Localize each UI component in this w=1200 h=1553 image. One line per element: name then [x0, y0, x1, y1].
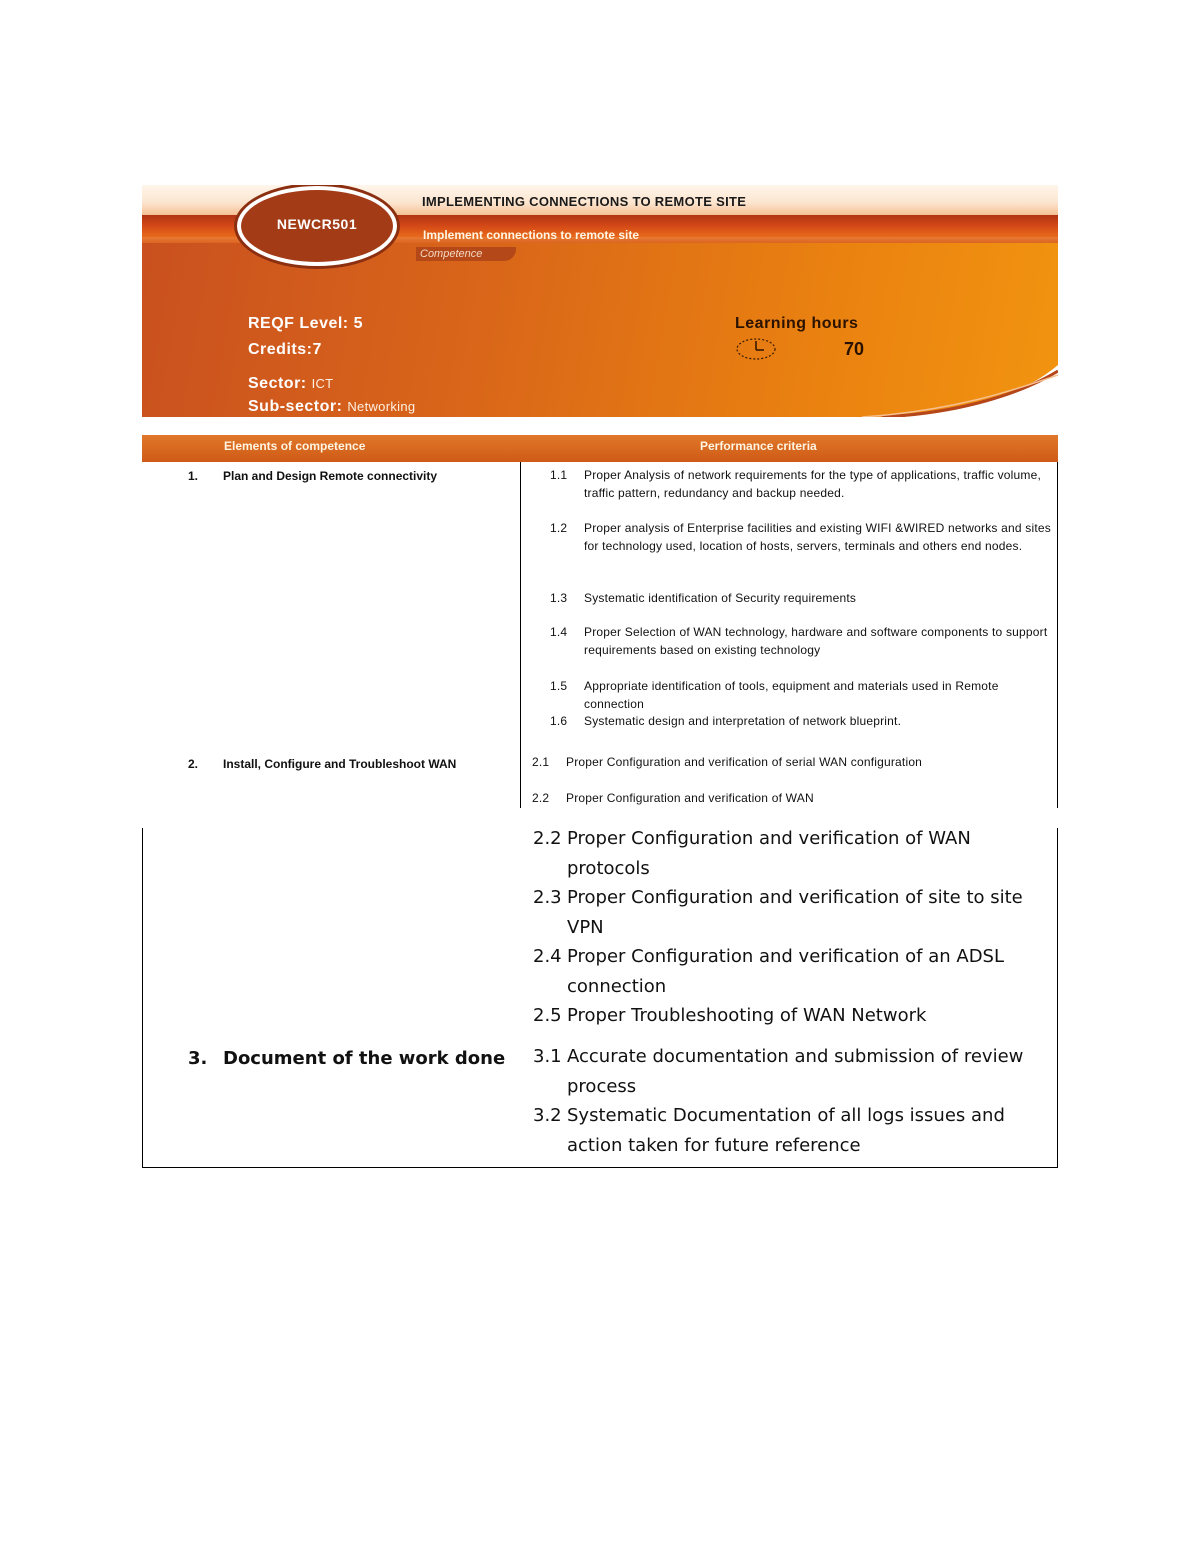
- table-body-part-1: [142, 462, 1058, 808]
- learning-hours-label: Learning hours: [735, 315, 859, 332]
- criterion-number: 2.4: [533, 946, 562, 967]
- element-text: Install, Configure and Troubleshoot WAN: [223, 757, 457, 771]
- element-text: Document of the work done: [223, 1048, 506, 1069]
- module-code: NEWCR501: [276, 216, 358, 232]
- criterion-text: Proper Analysis of network requirements for the type of applications, traffic volume, traffic pattern, redundancy and backup needed.: [584, 468, 1041, 500]
- table-header: [142, 435, 1058, 462]
- competence-tag: Competence: [416, 247, 516, 261]
- element-number: 2.: [188, 757, 199, 771]
- credits: Credits:7: [248, 341, 322, 358]
- criterion-number: 1.1: [550, 468, 568, 482]
- table-body-part-2: [142, 828, 1058, 1168]
- column-header-criteria: Performance criteria: [700, 439, 817, 453]
- clock-icon: [734, 337, 778, 361]
- module-code-badge: [237, 186, 397, 266]
- module-title: IMPLEMENTING CONNECTIONS TO REMOTE SITE: [422, 194, 747, 209]
- criterion-number: 2.1: [532, 755, 550, 769]
- criterion-text: Proper Configuration and verification of site to site VPN: [567, 887, 1023, 938]
- criterion-number: 1.5: [550, 679, 568, 693]
- banner-swoosh: [142, 365, 1058, 417]
- criterion-number: 2.2: [532, 791, 550, 805]
- criterion-number: 2.2: [533, 828, 562, 849]
- criterion-number: 3.1: [533, 1046, 562, 1067]
- criterion-number: 2.3: [533, 887, 562, 908]
- criterion-text: Accurate documentation and submission of review process: [567, 1046, 1024, 1097]
- module-subtitle: Implement connections to remote site: [423, 228, 640, 242]
- criterion-text: Proper Configuration and verification of WAN protocols: [567, 828, 971, 879]
- sub-sector-value: Networking: [347, 399, 416, 414]
- element-text: Plan and Design Remote connectivity: [223, 469, 438, 483]
- sector-label: Sector:: [248, 375, 307, 392]
- criterion-text: Systematic design and interpretation of network blueprint.: [584, 714, 902, 728]
- criterion-text: Proper Configuration and verification of serial WAN configuration: [566, 755, 923, 769]
- criterion-text: Appropriate identification of tools, equipment and materials used in Remote connection: [584, 679, 999, 711]
- criterion-number: 1.4: [550, 625, 568, 639]
- column-header-elements: Elements of competence: [224, 439, 366, 453]
- criterion-text: Proper Troubleshooting of WAN Network: [567, 1005, 927, 1026]
- criterion-number: 3.2: [533, 1105, 562, 1126]
- learning-hours-value: 70: [844, 339, 865, 359]
- reqf-level: REQF Level: 5: [248, 315, 363, 332]
- sub-sector-label: Sub-sector:: [248, 398, 343, 415]
- criterion-text: Proper Configuration and verification of WAN: [566, 791, 814, 805]
- element-number: 3.: [188, 1048, 208, 1069]
- criterion-text: Proper analysis of Enterprise facilities and existing WIFI &WIRED networks and sites for technology used, location of hosts, servers, terminals and others end nodes.: [584, 521, 1051, 553]
- criterion-number: 2.5: [533, 1005, 562, 1026]
- criterion-text: Proper Configuration and verification of an ADSL connection: [567, 946, 1005, 997]
- criterion-text: Systematic Documentation of all logs issues and action taken for future reference: [567, 1105, 1005, 1156]
- criterion-number: 1.2: [550, 521, 568, 535]
- criterion-text: Proper Selection of WAN technology, hardware and software components to support requirements based on existing technology: [584, 625, 1048, 657]
- table-right-border: [1057, 462, 1058, 808]
- criterion-number: 1.6: [550, 714, 568, 728]
- sector-value: ICT: [311, 376, 334, 391]
- competence-banner: [142, 185, 1058, 417]
- criterion-text: Systematic identification of Security requirements: [584, 591, 857, 605]
- element-number: 1.: [188, 469, 199, 483]
- criterion-number: 1.3: [550, 591, 568, 605]
- column-divider: [520, 462, 521, 808]
